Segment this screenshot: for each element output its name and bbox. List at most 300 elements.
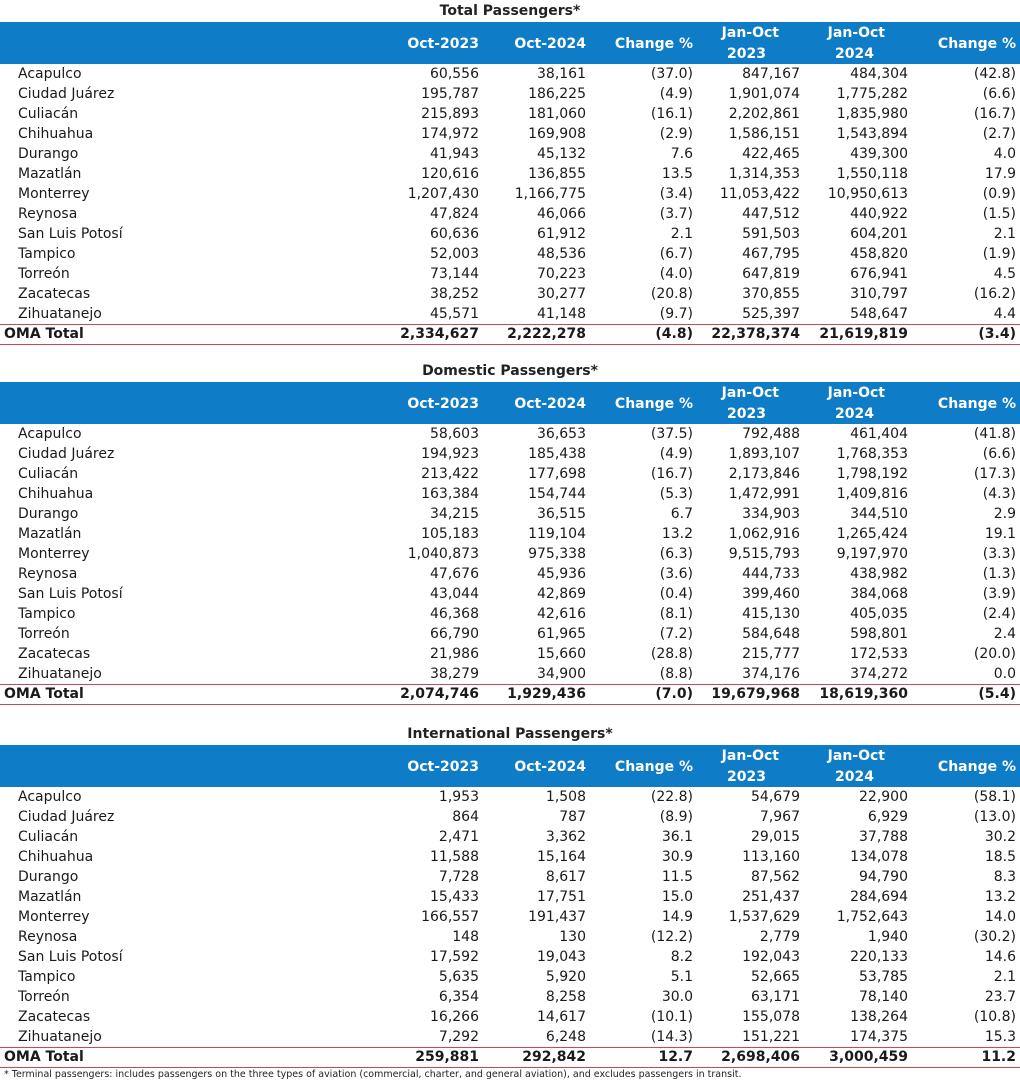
cell-value: 30.0 [661, 989, 693, 1005]
airport-name: Ciudad Juárez [18, 446, 115, 462]
cell-value: 9,197,970 [836, 546, 908, 562]
cell-value: 15.3 [984, 1029, 1016, 1045]
total-value: 19,679,968 [711, 686, 800, 702]
cell-value: 46,066 [537, 206, 586, 222]
cell-value: 1,265,424 [836, 526, 908, 542]
table-row [0, 664, 1020, 684]
cell-value: 787 [559, 809, 586, 825]
table-row [0, 544, 1020, 564]
table-header [0, 745, 1020, 787]
cell-value: 119,104 [528, 526, 586, 542]
cell-value: (20.8) [650, 286, 693, 302]
table-row [0, 184, 1020, 204]
cell-value: (20.0) [973, 646, 1016, 662]
table-row [0, 224, 1020, 244]
cell-value: 4.4 [993, 306, 1016, 322]
cell-value: (6.6) [982, 446, 1016, 462]
airport-name: Zihuatanejo [18, 1029, 102, 1045]
cell-value: 15,164 [537, 849, 586, 865]
cell-value: 1,893,107 [728, 446, 800, 462]
cell-value: 195,787 [421, 86, 479, 102]
cell-value: 191,437 [528, 909, 586, 925]
cell-value: 163,384 [421, 486, 479, 502]
table-row [0, 104, 1020, 124]
table-row [0, 84, 1020, 104]
cell-value: (0.9) [982, 186, 1016, 202]
cell-value: (12.2) [650, 929, 693, 945]
cell-value: 10,950,613 [827, 186, 908, 202]
cell-value: 169,908 [528, 126, 586, 142]
cell-value: 5,920 [545, 969, 586, 985]
cell-value: 215,893 [421, 106, 479, 122]
cell-value: 374,272 [850, 666, 908, 682]
total-value: 292,842 [522, 1049, 586, 1065]
cell-value: 38,161 [537, 66, 586, 82]
cell-value: (1.5) [982, 206, 1016, 222]
cell-value: 6,929 [867, 809, 908, 825]
cell-value: 38,279 [430, 666, 479, 682]
airport-name: Acapulco [18, 789, 82, 805]
total-value: 11.2 [981, 1049, 1016, 1065]
cell-value: 5.1 [670, 969, 693, 985]
total-label: OMA Total [4, 1049, 84, 1065]
cell-value: 525,397 [742, 306, 800, 322]
cell-value: 461,404 [850, 426, 908, 442]
airport-name: Torreón [18, 266, 70, 282]
airport-name: Torreón [18, 989, 70, 1005]
cell-value: 73,144 [430, 266, 479, 282]
cell-value: 138,264 [850, 1009, 908, 1025]
cell-value: (13.0) [973, 809, 1016, 825]
cell-value: 94,790 [859, 869, 908, 885]
cell-value: 186,225 [528, 86, 586, 102]
table-row [0, 847, 1020, 867]
header-c3: Change % [614, 396, 693, 412]
cell-value: 30,277 [537, 286, 586, 302]
total-row [0, 1047, 1020, 1068]
airport-name: Mazatlán [18, 166, 82, 182]
airport-name: Zihuatanejo [18, 306, 102, 322]
cell-value: 45,132 [537, 146, 586, 162]
cell-value: (3.7) [659, 206, 693, 222]
cell-value: (58.1) [973, 789, 1016, 805]
cell-value: 8.3 [993, 869, 1016, 885]
cell-value: (14.3) [650, 1029, 693, 1045]
cell-value: 1,537,629 [728, 909, 800, 925]
table-row [0, 947, 1020, 967]
table-header [0, 382, 1020, 424]
cell-value: 0.0 [993, 666, 1016, 682]
cell-value: (4.9) [659, 446, 693, 462]
total-value: 1,929,436 [507, 686, 586, 702]
cell-value: 23.7 [984, 989, 1016, 1005]
total-label: OMA Total [4, 326, 84, 342]
cell-value: (8.8) [659, 666, 693, 682]
airport-name: Durango [18, 869, 79, 885]
cell-value: (16.7) [650, 466, 693, 482]
cell-value: (37.5) [650, 426, 693, 442]
cell-value: 134,078 [850, 849, 908, 865]
total-value: 2,074,746 [400, 686, 479, 702]
table-row [0, 887, 1020, 907]
cell-value: (41.8) [973, 426, 1016, 442]
cell-value: 439,300 [850, 146, 908, 162]
cell-value: (4.9) [659, 86, 693, 102]
cell-value: 46,368 [430, 606, 479, 622]
cell-value: 213,422 [421, 466, 479, 482]
cell-value: 604,201 [850, 226, 908, 242]
cell-value: 14.9 [661, 909, 693, 925]
airport-name: Reynosa [18, 566, 78, 582]
cell-value: 467,795 [742, 246, 800, 262]
cell-value: 14.0 [984, 909, 1016, 925]
header-c1: Oct-2023 [407, 759, 479, 775]
table-row [0, 504, 1020, 524]
airport-name: Acapulco [18, 426, 82, 442]
cell-value: 48,536 [537, 246, 586, 262]
cell-value: 1,062,916 [728, 526, 800, 542]
cell-value: 11,588 [430, 849, 479, 865]
cell-value: 192,043 [742, 949, 800, 965]
header-c5b: 2024 [835, 406, 874, 422]
cell-value: 172,533 [850, 646, 908, 662]
cell-value: 181,060 [528, 106, 586, 122]
cell-value: 22,900 [859, 789, 908, 805]
cell-value: 52,665 [751, 969, 800, 985]
cell-value: 399,460 [742, 586, 800, 602]
footnote: * Terminal passengers: includes passengers on the three types of aviation (commercial, charter, and general aviation), and excludes passengers in transit. [4, 1069, 742, 1080]
total-value: (4.8) [655, 326, 693, 342]
cell-value: 2,173,846 [728, 466, 800, 482]
cell-value: 11,053,422 [719, 186, 800, 202]
cell-value: 13.2 [984, 889, 1016, 905]
total-value: 12.7 [658, 1049, 693, 1065]
airport-name: Reynosa [18, 929, 78, 945]
cell-value: 1,508 [545, 789, 586, 805]
airport-name: Chihuahua [18, 126, 94, 142]
cell-value: 591,503 [742, 226, 800, 242]
header-c6: Change % [937, 396, 1016, 412]
cell-value: 1,040,873 [407, 546, 479, 562]
cell-value: 21,986 [430, 646, 479, 662]
cell-value: 66,790 [430, 626, 479, 642]
airport-name: Torreón [18, 626, 70, 642]
cell-value: 151,221 [742, 1029, 800, 1045]
cell-value: 42,869 [537, 586, 586, 602]
cell-value: 13.5 [661, 166, 693, 182]
cell-value: 6,248 [545, 1029, 586, 1045]
cell-value: (10.1) [650, 1009, 693, 1025]
cell-value: (0.4) [659, 586, 693, 602]
cell-value: (28.8) [650, 646, 693, 662]
airport-name: Culiacán [18, 466, 79, 482]
header-c6: Change % [937, 36, 1016, 52]
header-c4b: 2023 [727, 46, 766, 62]
cell-value: 34,900 [537, 666, 586, 682]
cell-value: 447,512 [742, 206, 800, 222]
cell-value: 1,901,074 [728, 86, 800, 102]
airport-name: Tampico [18, 606, 76, 622]
cell-value: 45,936 [537, 566, 586, 582]
total-value: 2,334,627 [400, 326, 479, 342]
cell-value: 384,068 [850, 586, 908, 602]
cell-value: (8.9) [659, 809, 693, 825]
cell-value: 17,751 [537, 889, 586, 905]
airport-name: Monterrey [18, 546, 90, 562]
cell-value: (1.3) [982, 566, 1016, 582]
cell-value: 36,515 [537, 506, 586, 522]
cell-value: 1,798,192 [836, 466, 908, 482]
cell-value: 2,779 [759, 929, 800, 945]
cell-value: 177,698 [528, 466, 586, 482]
table-body [0, 64, 1020, 345]
header-c5a: Jan-Oct [827, 748, 885, 764]
cell-value: 9,515,793 [728, 546, 800, 562]
cell-value: (7.2) [659, 626, 693, 642]
cell-value: 4.0 [993, 146, 1016, 162]
cell-value: (3.6) [659, 566, 693, 582]
cell-value: (9.7) [659, 306, 693, 322]
table-row [0, 244, 1020, 264]
cell-value: 2.9 [993, 506, 1016, 522]
cell-value: 284,694 [850, 889, 908, 905]
cell-value: 792,488 [742, 426, 800, 442]
cell-value: 47,824 [430, 206, 479, 222]
cell-value: 2.1 [993, 969, 1016, 985]
cell-value: 45,571 [430, 306, 479, 322]
cell-value: 310,797 [850, 286, 908, 302]
cell-value: 864 [452, 809, 479, 825]
table-row [0, 144, 1020, 164]
cell-value: 60,636 [430, 226, 479, 242]
cell-value: 60,556 [430, 66, 479, 82]
airport-name: Ciudad Juárez [18, 809, 115, 825]
cell-value: 63,171 [751, 989, 800, 1005]
total-value: 3,000,459 [829, 1049, 908, 1065]
cell-value: 5,635 [438, 969, 479, 985]
header-c4b: 2023 [727, 406, 766, 422]
cell-value: 174,375 [850, 1029, 908, 1045]
cell-value: 53,785 [859, 969, 908, 985]
cell-value: (8.1) [659, 606, 693, 622]
table-row [0, 124, 1020, 144]
cell-value: 2,471 [438, 829, 479, 845]
cell-value: (5.3) [659, 486, 693, 502]
cell-value: (2.9) [659, 126, 693, 142]
cell-value: 78,140 [859, 989, 908, 1005]
table-row [0, 644, 1020, 664]
header-c4a: Jan-Oct [721, 385, 779, 401]
table-row [0, 524, 1020, 544]
table-row [0, 807, 1020, 827]
cell-value: 194,923 [421, 446, 479, 462]
section-title: International Passengers* [407, 726, 613, 742]
cell-value: 374,176 [742, 666, 800, 682]
cell-value: (1.9) [982, 246, 1016, 262]
cell-value: 148 [452, 929, 479, 945]
cell-value: 16,266 [430, 1009, 479, 1025]
cell-value: 15.0 [661, 889, 693, 905]
total-value: 259,881 [415, 1049, 479, 1065]
cell-value: 15,433 [430, 889, 479, 905]
airport-name: Durango [18, 506, 79, 522]
cell-value: (3.9) [982, 586, 1016, 602]
table-header [0, 22, 1020, 64]
cell-value: 8,617 [545, 869, 586, 885]
cell-value: 484,304 [850, 66, 908, 82]
cell-value: 17,592 [430, 949, 479, 965]
airport-name: Zihuatanejo [18, 666, 102, 682]
cell-value: 155,078 [742, 1009, 800, 1025]
table-row [0, 624, 1020, 644]
cell-value: 11.5 [661, 869, 693, 885]
header-c3: Change % [614, 36, 693, 52]
cell-value: 154,744 [528, 486, 586, 502]
cell-value: 87,562 [751, 869, 800, 885]
cell-value: 548,647 [850, 306, 908, 322]
cell-value: 1,752,643 [836, 909, 908, 925]
airport-name: San Luis Potosí [18, 226, 123, 242]
cell-value: 47,676 [430, 566, 479, 582]
header-c2: Oct-2024 [514, 759, 586, 775]
cell-value: 43,044 [430, 586, 479, 602]
table-row [0, 927, 1020, 947]
cell-value: (10.8) [973, 1009, 1016, 1025]
cell-value: 1,953 [438, 789, 479, 805]
cell-value: (3.4) [659, 186, 693, 202]
cell-value: 440,922 [850, 206, 908, 222]
cell-value: (4.3) [982, 486, 1016, 502]
cell-value: 4.5 [993, 266, 1016, 282]
cell-value: (42.8) [973, 66, 1016, 82]
cell-value: 405,035 [850, 606, 908, 622]
cell-value: 61,912 [537, 226, 586, 242]
table-row [0, 304, 1020, 324]
header-c5a: Jan-Oct [827, 25, 885, 41]
cell-value: 2,202,861 [728, 106, 800, 122]
cell-value: 52,003 [430, 246, 479, 262]
cell-value: 13.2 [661, 526, 693, 542]
cell-value: (6.7) [659, 246, 693, 262]
total-value: 2,698,406 [721, 1049, 800, 1065]
table-row [0, 484, 1020, 504]
cell-value: 584,648 [742, 626, 800, 642]
cell-value: 7,292 [438, 1029, 479, 1045]
cell-value: 18.5 [984, 849, 1016, 865]
cell-value: 1,166,775 [514, 186, 586, 202]
header-c2: Oct-2024 [514, 36, 586, 52]
cell-value: 14,617 [537, 1009, 586, 1025]
cell-value: 1,940 [867, 929, 908, 945]
cell-value: 215,777 [742, 646, 800, 662]
airport-name: Culiacán [18, 106, 79, 122]
cell-value: 1,314,353 [728, 166, 800, 182]
total-row [0, 324, 1020, 345]
airport-name: Zacatecas [18, 286, 91, 302]
table-row [0, 444, 1020, 464]
header-c4a: Jan-Oct [721, 748, 779, 764]
cell-value: 7,967 [759, 809, 800, 825]
table-body [0, 787, 1020, 1068]
cell-value: 185,438 [528, 446, 586, 462]
table-row [0, 264, 1020, 284]
total-value: (3.4) [978, 326, 1016, 342]
cell-value: 1,472,991 [728, 486, 800, 502]
cell-value: 8.2 [670, 949, 693, 965]
cell-value: 438,982 [850, 566, 908, 582]
table-body [0, 424, 1020, 705]
cell-value: 444,733 [742, 566, 800, 582]
cell-value: (17.3) [973, 466, 1016, 482]
airport-name: San Luis Potosí [18, 586, 123, 602]
cell-value: 70,223 [537, 266, 586, 282]
header-c4a: Jan-Oct [721, 25, 779, 41]
header-c1: Oct-2023 [407, 36, 479, 52]
cell-value: 54,679 [751, 789, 800, 805]
table-row [0, 204, 1020, 224]
cell-value: 36,653 [537, 426, 586, 442]
header-c6: Change % [937, 759, 1016, 775]
airport-name: Durango [18, 146, 79, 162]
total-label: OMA Total [4, 686, 84, 702]
airport-name: Zacatecas [18, 646, 91, 662]
cell-value: 1,586,151 [728, 126, 800, 142]
cell-value: 1,768,353 [836, 446, 908, 462]
cell-value: 19.1 [984, 526, 1016, 542]
cell-value: 3,362 [545, 829, 586, 845]
cell-value: 34,215 [430, 506, 479, 522]
total-value: (7.0) [655, 686, 693, 702]
table-row [0, 64, 1020, 84]
cell-value: 17.9 [984, 166, 1016, 182]
airport-name: Acapulco [18, 66, 82, 82]
cell-value: 6.7 [670, 506, 693, 522]
cell-value: 847,167 [742, 66, 800, 82]
airport-name: Ciudad Juárez [18, 86, 115, 102]
cell-value: 647,819 [742, 266, 800, 282]
cell-value: 38,252 [430, 286, 479, 302]
cell-value: 370,855 [742, 286, 800, 302]
cell-value: (2.7) [982, 126, 1016, 142]
table-row [0, 907, 1020, 927]
airport-name: Tampico [18, 969, 76, 985]
cell-value: (3.3) [982, 546, 1016, 562]
header-c4b: 2023 [727, 769, 766, 785]
cell-value: 61,965 [537, 626, 586, 642]
header-c3: Change % [614, 759, 693, 775]
airport-name: Chihuahua [18, 486, 94, 502]
cell-value: 166,557 [421, 909, 479, 925]
cell-value: 458,820 [850, 246, 908, 262]
cell-value: (16.2) [973, 286, 1016, 302]
cell-value: 1,409,816 [836, 486, 908, 502]
cell-value: 8,258 [545, 989, 586, 1005]
cell-value: (16.1) [650, 106, 693, 122]
cell-value: 415,130 [742, 606, 800, 622]
airport-name: Tampico [18, 246, 76, 262]
total-value: 18,619,360 [819, 686, 908, 702]
airport-name: Zacatecas [18, 1009, 91, 1025]
cell-value: 42,616 [537, 606, 586, 622]
table-row [0, 1027, 1020, 1047]
airport-name: Reynosa [18, 206, 78, 222]
cell-value: 422,465 [742, 146, 800, 162]
cell-value: 344,510 [850, 506, 908, 522]
cell-value: 676,941 [850, 266, 908, 282]
cell-value: 120,616 [421, 166, 479, 182]
cell-value: 174,972 [421, 126, 479, 142]
cell-value: 41,148 [537, 306, 586, 322]
